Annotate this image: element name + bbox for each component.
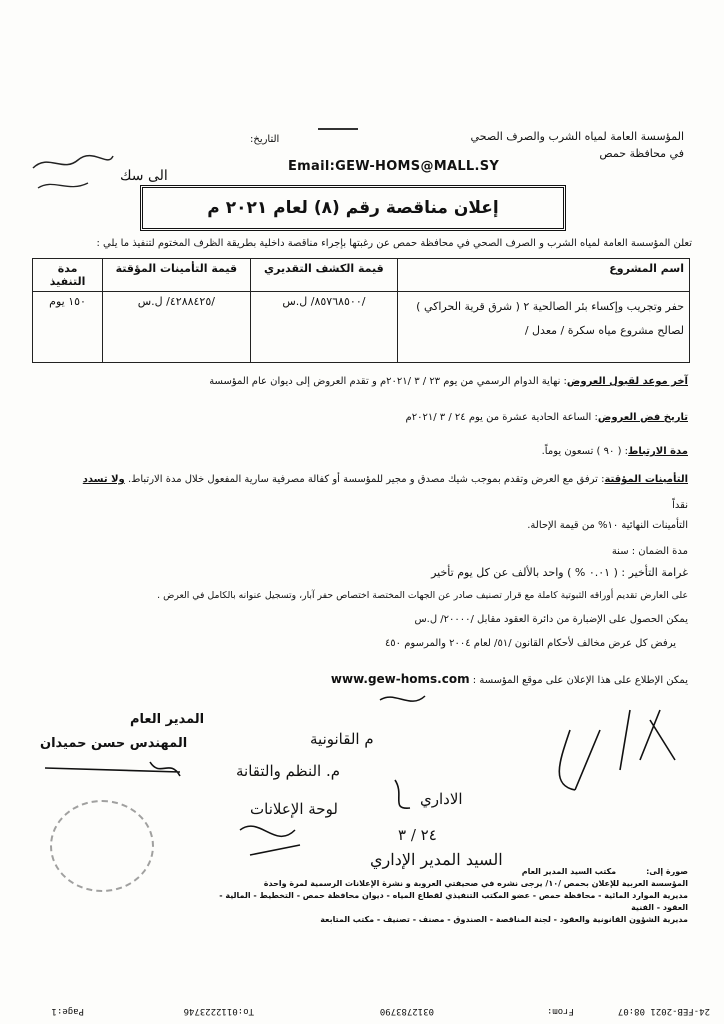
table-row bbox=[33, 292, 690, 363]
handwritten-admin: الاداري bbox=[420, 790, 463, 808]
fax-from-number: 0312783790 bbox=[379, 1006, 434, 1016]
dist-line-2: المؤسسة العربية للإعلان بحمص /١٠/ يرجى نشره في صحيفتي العروبة و نشرة الإعلانات الرسمية لمرة واحدة bbox=[263, 879, 688, 888]
validity-label: مدة الارتباط bbox=[628, 446, 688, 457]
fax-to: To:0112223746 bbox=[183, 1006, 254, 1016]
distribution-list bbox=[218, 866, 688, 926]
cell-estimate: /٨٥٧٦٨٥٠٠/ ل.س bbox=[250, 292, 398, 363]
handwritten-hr: السيد المدير الإداري bbox=[370, 850, 503, 869]
fax-from: From: bbox=[546, 1006, 574, 1016]
cell-duration: ١٥٠ يوم bbox=[33, 292, 103, 363]
fax-footer bbox=[0, 1000, 724, 1016]
official-seal bbox=[50, 800, 154, 892]
handwritten-scribble bbox=[28, 148, 118, 196]
opening-line bbox=[406, 412, 688, 423]
fax-date: 24-FEB-2021 08:07 bbox=[617, 1006, 710, 1016]
deadline-line bbox=[209, 376, 688, 387]
website-link[interactable]: www.gew-homs.com bbox=[330, 672, 470, 686]
signature-scribble bbox=[40, 758, 190, 782]
stamp-mark bbox=[318, 118, 358, 130]
opening-label: تاريخ فض العروض bbox=[597, 412, 688, 423]
project-line-1: حفر وتجريب وإكساء بئر الصالحية ٢ ( شرق قرية الحراكي ) bbox=[416, 300, 684, 313]
date-label: التاريخ: bbox=[250, 134, 280, 145]
dist-line-4: مديرية الشؤون القانونية والعقود - لجنة المناقصة - الصندوق - مصنف - تصنيف - مكتب المتابعة bbox=[320, 915, 688, 924]
handwritten-note: الى سك bbox=[120, 168, 168, 184]
dist-line-3: مديرية الموارد المائية - محافظة حمص - عضو المكتب التنفيذي لقطاع المياه - ديوان محافظة حمص - التخطيط - المالية - العقود - الفنية bbox=[219, 891, 688, 912]
email-address: Email:GEW-HOMS@MALL.SY bbox=[288, 159, 500, 174]
signature-title: المدير العام bbox=[130, 712, 205, 727]
handwritten-it: م. النظم والتقانة bbox=[236, 762, 341, 780]
header-deposit: قيمة التأمينات المؤقتة bbox=[103, 259, 250, 292]
header-estimate: قيمة الكشف التقديري bbox=[250, 259, 398, 292]
header-duration: مدة التنفيذ bbox=[33, 259, 103, 292]
intro-text: تعلن المؤسسة العامة لمياه الشرب و الصرف الصحي في محافظة حمص عن رغبتها بإجراء مناقصة داخلية بطريقة الظرف المختوم لتنفيذ ما يلي : bbox=[96, 238, 692, 249]
no-cash-text: ولا تسدد bbox=[82, 474, 125, 485]
org-line-1: المؤسسة العامة لمياه الشرب والصرف الصحي bbox=[470, 130, 684, 143]
tender-table bbox=[32, 258, 690, 363]
cash-word: نقداً bbox=[672, 500, 688, 511]
handwritten-legal: م القانونية bbox=[310, 730, 374, 748]
opening-text: : الساعة الحادية عشرة من يوم ٢٤ / ٣ /٢٠٢١م bbox=[405, 412, 598, 423]
handwritten-date: ٢٤ / ٣ bbox=[398, 826, 437, 844]
org-header bbox=[354, 128, 684, 162]
reject-line: يرفض كل عرض مخالف لأحكام القانون /٥١/ لعام ٢٠٠٤ والمرسوم ٤٥٠ bbox=[384, 638, 676, 649]
handwritten-board: لوحة الإعلانات bbox=[250, 800, 338, 818]
validity-text: : ( ٩٠ ) تسعون يوماً. bbox=[541, 446, 629, 457]
final-deposit-line: التأمينات النهائية ١٠% من قيمة الإحالة. bbox=[527, 520, 688, 531]
penalty-line: غرامة التأخير : ( ٠.٠١ % ) واحد بالألف عن كل يوم تأخير bbox=[431, 566, 688, 579]
deadline-label: آخر موعد لقبول العروض bbox=[566, 376, 688, 387]
booklet-line: يمكن الحصول على الإضبارة من دائرة العقود مقابل /٢٠٠٠٠/ ل.س bbox=[414, 614, 688, 625]
header-project: اسم المشروع bbox=[398, 259, 690, 292]
website-line bbox=[331, 672, 688, 686]
signature-name: المهندس حسن حميدان bbox=[40, 736, 188, 751]
cell-project bbox=[398, 292, 690, 363]
org-line-2: في محافظة حمص bbox=[599, 147, 684, 160]
documents-line: على العارض تقديم أوراقه الثبوتية كاملة مع قرار تصنيف صادر عن الجهات المختصة اختصاص حفر آبار، وتسجيل عنوانه بالكامل في العرض . bbox=[157, 590, 688, 601]
fax-page: Page:1 bbox=[51, 1006, 84, 1016]
guarantee-line: مدة الضمان : سنة bbox=[611, 546, 688, 557]
temp-deposit-line bbox=[83, 474, 688, 485]
project-line-2: لصالح مشروع مياه سكرة / معدل / bbox=[524, 324, 684, 337]
table-header-row bbox=[33, 259, 690, 292]
validity-line bbox=[542, 446, 688, 457]
cell-deposit: /٤٢٨٨٤٢٥/ ل.س bbox=[103, 292, 250, 363]
deadline-text: : نهاية الدوام الرسمي من يوم ٢٣ / ٣ /٢٠٢١م و تقدم العروض إلى ديوان عام المؤسسة bbox=[209, 376, 567, 387]
dist-line-1: صورة إلى:مكتب السيد المدير العام bbox=[521, 867, 688, 876]
temp-deposit-label: التأمينات المؤقتة bbox=[604, 474, 688, 485]
tender-title: إعلان مناقصة رقم (٨) لعام ٢٠٢١ م bbox=[140, 185, 566, 231]
temp-deposit-text: : ترفق مع العرض وتقدم بموجب شيك مصدق و مجير للمؤسسة أو كفالة مصرفية سارية المفعول خلال مدة الارتباط. bbox=[127, 474, 605, 485]
website-label: يمكن الإطلاع على هذا الإعلان على موقع المؤسسة : bbox=[472, 675, 688, 686]
copy-to-label: صورة إلى: bbox=[646, 867, 688, 876]
handwritten-strokes bbox=[220, 690, 700, 880]
